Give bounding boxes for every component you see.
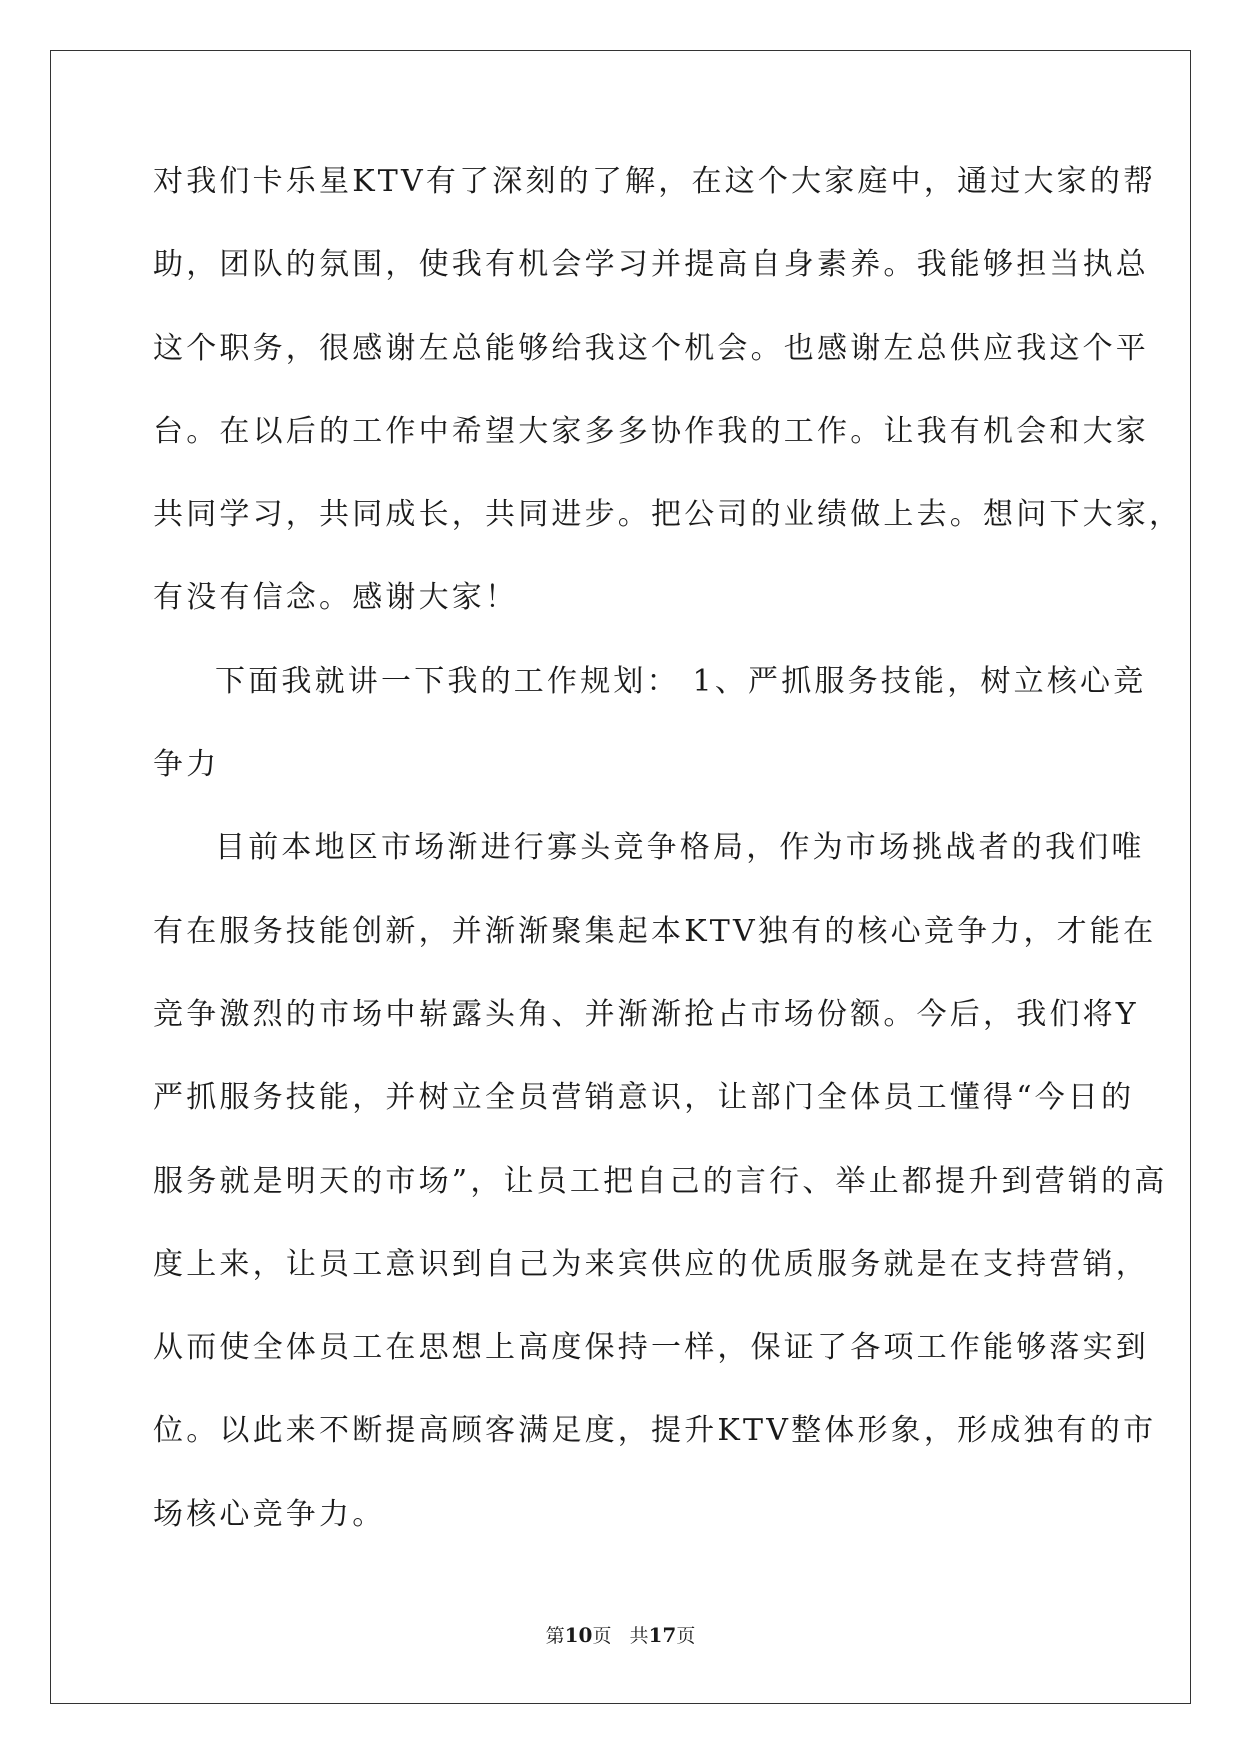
text-line: 严抓服务技能，并树立全员营销意识，让部门全体员工懂得“今日的: [153, 1080, 1135, 1116]
text-line: 台。在以后的工作中希望大家多多协作我的工作。让我有机会和大家: [153, 413, 1149, 449]
text-line: 助，团队的氛围，使我有机会学习并提高自身素养。我能够担当执总: [153, 247, 1149, 283]
total-suffix: 页: [676, 1625, 696, 1647]
page-prefix: 第: [545, 1625, 565, 1647]
text-line: 对我们卡乐星KTV有了深刻的了解，在这个大家庭中，通过大家的帮: [153, 164, 1157, 199]
text-line: 从而使全体员工在思想上高度保持一样，保证了各项工作能够落实到: [153, 1330, 1149, 1366]
text-line: 度上来，让员工意识到自己为来宾供应的优质服务就是在支持营销，: [153, 1246, 1149, 1282]
document-body: [153, 162, 1183, 1578]
text-line: 竞争激烈的市场中崭露头角、并渐渐抢占市场份额。今后，我们将Y: [153, 996, 1139, 1032]
text-line: 有没有信念。感谢大家！: [153, 580, 519, 616]
text-line: 共同学习，共同成长，共同进步。把公司的业绩做上去。想问下大家，: [153, 497, 1183, 533]
text-line: 有在服务技能创新，并渐渐聚集起本KTV独有的核心竞争力，才能在: [153, 913, 1157, 949]
total-prefix: 共: [629, 1625, 649, 1647]
page-total-number: 17: [648, 1623, 677, 1647]
text-line: 服务就是明天的市场”，让员工把自己的言行、举止都提升到营销的高: [153, 1163, 1168, 1199]
page-footer: [0, 1621, 1241, 1648]
page-current-number: 10: [564, 1623, 593, 1647]
text-line: 这个职务，很感谢左总能够给我这个机会。也感谢左总供应我这个平: [153, 330, 1149, 366]
text-line: 争力: [153, 747, 220, 783]
page-suffix: 页: [592, 1625, 612, 1647]
text-line-indented: 下面我就讲一下我的工作规划： 1、严抓服务技能，树立核心竞: [215, 663, 1147, 699]
text-line: 场核心竞争力。: [153, 1496, 386, 1532]
text-line-indented: 目前本地区市场渐进行寡头竞争格局，作为市场挑战者的我们唯: [215, 830, 1145, 866]
text-line: 位。以此来不断提高顾客满足度，提升KTV整体形象，形成独有的市: [153, 1413, 1157, 1449]
